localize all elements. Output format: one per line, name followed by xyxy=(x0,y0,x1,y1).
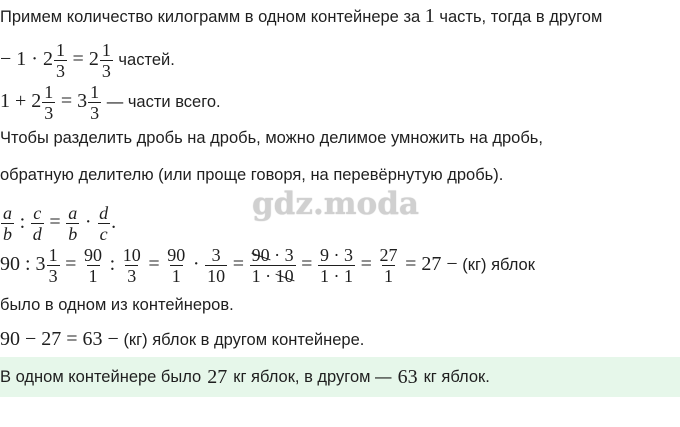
fraction: $\frac{1}{3}$ xyxy=(101,40,111,81)
answer-number-2: 63 xyxy=(397,365,418,388)
line-9-unit: (кг) яблок в другом контейнере. xyxy=(123,331,365,349)
fraction: $\frac{a}{b}$ xyxy=(68,203,78,244)
line-1-end: часть, тогда в другом xyxy=(439,8,603,26)
line-7-unit: (кг) яблок xyxy=(462,255,535,274)
answer-number-1: 27 xyxy=(207,365,228,388)
fraction: $\frac{1}{3}$ xyxy=(44,82,54,123)
fraction-cancelled: $\frac{90 \cdot 3}{1 \cdot 10}$ xyxy=(251,245,294,286)
fraction: $\frac{a}{b}$ xyxy=(3,203,12,244)
answer-text-2: кг яблок, в другом — xyxy=(233,367,392,386)
fraction: $\frac{9 \cdot 3}{1 \cdot 1}$ xyxy=(320,245,354,286)
fraction: $\frac{1}{3}$ xyxy=(55,40,65,81)
answer-text-3: кг яблок. xyxy=(423,367,490,386)
formula-line-3: 1 + 2 $\frac{1}{3}$ = 3 $\frac{1}{3}$ — части всего. xyxy=(0,82,221,123)
fraction: $\frac{10}{3}$ xyxy=(122,245,141,286)
text-line-8: было в одном из контейнеров. xyxy=(0,296,234,314)
fraction: $\frac{90}{1}$ xyxy=(84,245,103,286)
fraction: $\frac{3}{10}$ xyxy=(207,245,226,286)
answer-box xyxy=(0,357,680,397)
fraction: $\frac{27}{1}$ xyxy=(379,245,398,286)
fraction: $\frac{1}{3}$ xyxy=(90,82,100,123)
text-line-1 xyxy=(0,6,602,27)
line-1-number: 1 xyxy=(424,5,435,27)
formula-line-9: 90 − 27 = 63 − (кг) яблок в другом контейнере. xyxy=(0,328,365,350)
fraction: $\frac{c}{d}$ xyxy=(32,203,42,244)
fraction: $\frac{90}{1}$ xyxy=(167,245,186,286)
formula-rule: $\frac{a}{b}$ : $\frac{c}{d}$ = $\frac{a}{b}$ · $\frac{d}{c}$ . xyxy=(3,203,117,244)
line-1-text: Примем количество килограмм в одном контейнере за xyxy=(0,8,421,26)
text-line-4: Чтобы разделить дробь на дробь, можно делимое умножить на дробь, xyxy=(0,129,543,147)
text-line-5: обратную делителю (или проще говоря, на перевёрнутую дробь). xyxy=(0,166,504,184)
answer-text-1: В одном контейнере было xyxy=(0,367,202,386)
fraction: $\frac{1}{3}$ xyxy=(48,245,58,286)
line-2-end: частей. xyxy=(118,50,175,69)
formula-line-2: − 1 · 2 $\frac{1}{3}$ = 2 $\frac{1}{3}$ частей. xyxy=(0,40,175,81)
line-3-end: — части всего. xyxy=(106,92,221,111)
formula-computation: 90 : 3 $\frac{1}{3}$ = $\frac{90}{1}$ : $\frac{10}{3}$ = $\frac{90}{1}$ · $\frac{3}{10}$ = $\frac{90 \cdot 3}{1 \cdot 10}$ = $\frac{9 \cdot 3}{1 \cdot 1}$ = $\frac{27}{1}$ = 27 − (кг) яблок xyxy=(0,245,535,286)
fraction: $\frac{d}{c}$ xyxy=(99,203,109,244)
watermark-logo: gdz.moda xyxy=(252,186,419,222)
